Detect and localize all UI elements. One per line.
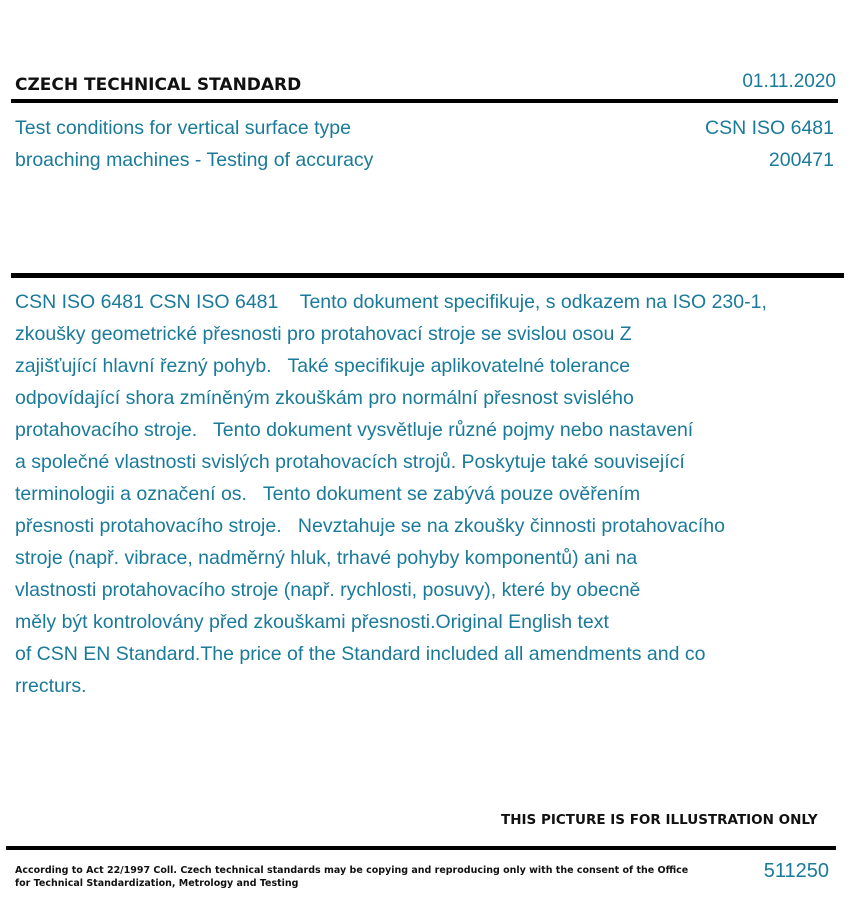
description-line: měly být kontrolovány před zkouškami přesnosti.Original English text: [15, 611, 609, 633]
description-line: protahovacího stroje. Tento dokument vysvětluje různé pojmy nebo nastavení: [15, 419, 694, 441]
copyright-notice-line: for Technical Standardization, Metrology and Testing: [15, 878, 299, 889]
standard-title-line-1: Test conditions for vertical surface type: [15, 117, 351, 139]
description-line: přesnosti protahovacího stroje. Nevztahuje se na zkoušky činnosti protahovacího: [15, 515, 725, 537]
standard-title-line-2: broaching machines - Testing of accuracy: [15, 149, 374, 171]
description-line: terminologii a označení os. Tento dokument se zabývá pouze ověřením: [15, 483, 641, 505]
document-type-label: CZECH TECHNICAL STANDARD: [15, 75, 302, 95]
description-line: a společné vlastnosti svislých protahovacích strojů. Poskytuje také související: [15, 451, 685, 473]
footer-code: 511250: [763, 860, 829, 882]
publication-date: 01.11.2020: [742, 71, 836, 92]
standard-description: [15, 286, 855, 702]
description-line: rrecturs.: [15, 675, 87, 697]
description-line: CSN ISO 6481 CSN ISO 6481 Tento dokument specifikuje, s odkazem na ISO 230-1,: [15, 291, 767, 313]
title-divider: [11, 273, 844, 278]
description-line: vlastnosti protahovacího stroje (např. rychlosti, posuvy), které by obecně: [15, 579, 641, 601]
description-line: odpovídající shora zmíněným zkouškám pro normální přesnost svislého: [15, 387, 634, 409]
description-line: zkoušky geometrické přesnosti pro protahovací stroje se svislou osou Z: [15, 323, 632, 345]
illustration-disclaimer: THIS PICTURE IS FOR ILLUSTRATION ONLY: [501, 812, 818, 828]
description-line: zajišťující hlavní řezný pohyb. Také specifikuje aplikovatelné tolerance: [15, 355, 631, 377]
description-line: of CSN EN Standard.The price of the Standard included all amendments and co: [15, 643, 706, 665]
standard-id: CSN ISO 6481: [705, 117, 834, 139]
footer-divider: [6, 846, 836, 850]
description-line: stroje (např. vibrace, nadměrný hluk, trhavé pohyby komponentů) ani na: [15, 547, 638, 569]
header-divider: [11, 99, 838, 103]
catalog-number: 200471: [768, 149, 834, 171]
copyright-notice: [15, 864, 688, 890]
copyright-notice-line: According to Act 22/1997 Coll. Czech technical standards may be copying and reproducing only with the consent of the Office: [15, 865, 689, 876]
